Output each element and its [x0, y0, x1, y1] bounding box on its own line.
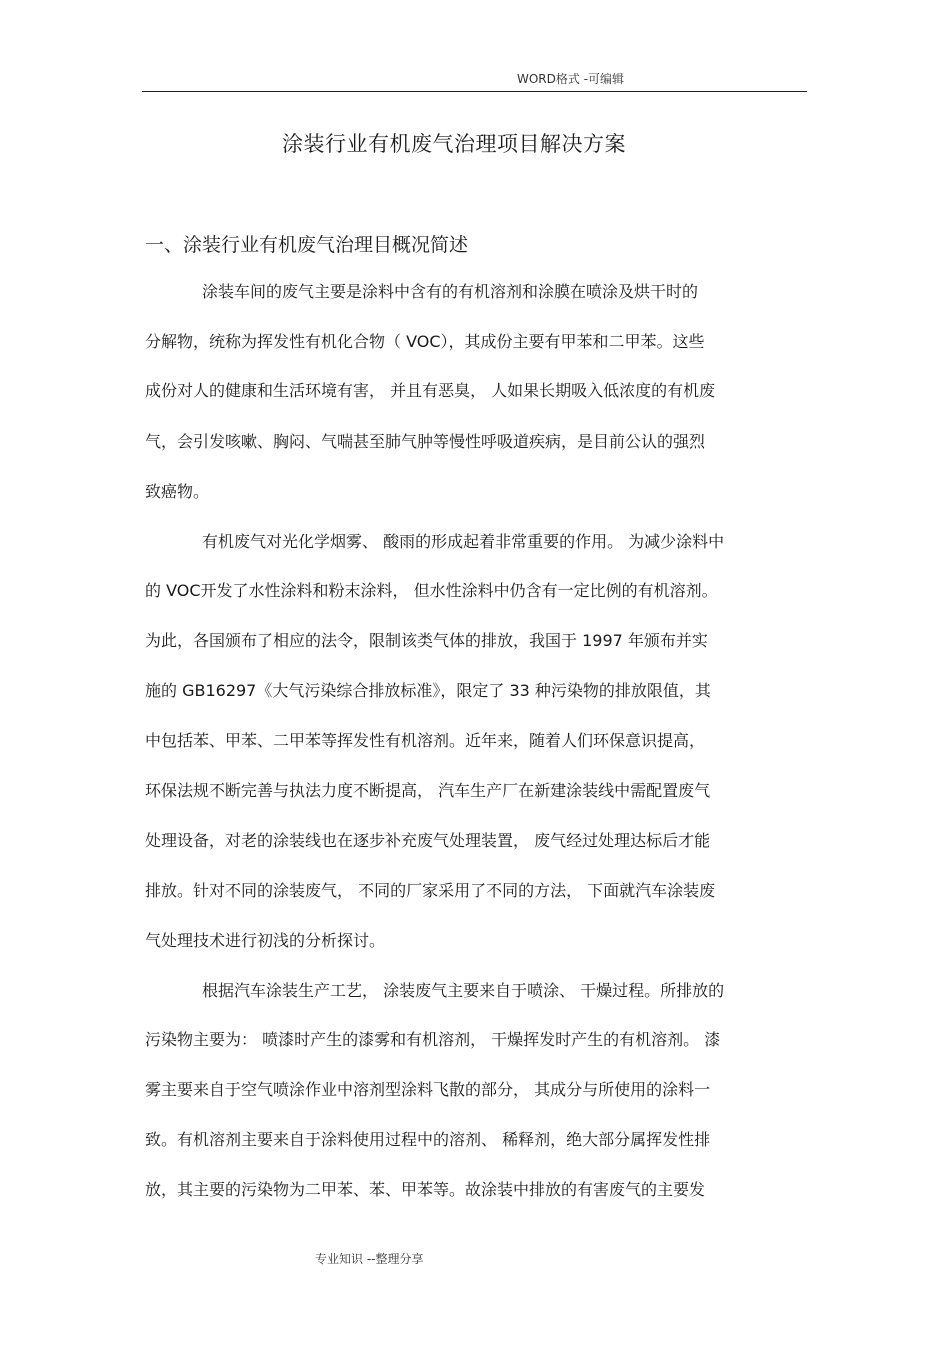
- paragraph-3-line-2: 污染物主要为： 喷漆时产生的漆雾和有机溶剂， 干燥挥发时产生的有机溶剂。 漆: [145, 1030, 721, 1049]
- header-divider: [142, 91, 807, 92]
- paragraph-3-line-4: 致。有机溶剂主要来自于涂料使用过程中的溶剂、 稀释剂，绝大部分属挥发性排: [145, 1130, 711, 1149]
- paragraph-2-line-1: 有机废气对光化学烟雾、 酸雨的形成起着非常重要的作用。 为减少涂料中: [202, 532, 725, 551]
- paragraph-1-line-3: 成份对人的健康和生活环境有害， 并且有恶臭， 人如果长期吸入低浓度的有机废: [145, 381, 716, 400]
- section-heading: 一、涂装行业有机废气治理目概况简述: [145, 234, 469, 256]
- document-title: 涂装行业有机废气治理项目解决方案: [282, 132, 626, 156]
- paragraph-2-line-8: 排放。针对不同的涂装废气， 不同的厂家采用了不同的方法， 下面就汽车涂装废: [145, 881, 716, 900]
- paragraph-1-line-5: 致癌物。: [145, 482, 210, 501]
- header-note: WORD格式 -可编辑: [517, 72, 625, 86]
- paragraph-2-line-6: 环保法规不断完善与执法力度不断提高， 汽车生产厂在新建涂装线中需配置废气: [145, 781, 711, 800]
- paragraph-2-line-4: 施的 GB16297《大气污染综合排放标准》，限定了 33 种污染物的排放限值，其: [145, 681, 711, 700]
- paragraph-2-line-2: 的 VOC开发了水性涂料和粉末涂料， 但水性涂料中仍含有一定比例的有机溶剂。: [145, 581, 718, 600]
- paragraph-2-line-7: 处理设备，对老的涂装线也在逐步补充废气处理装置， 废气经过处理达标后才能: [145, 831, 711, 850]
- paragraph-2-line-5: 中包括苯、甲苯、二甲苯等挥发性有机溶剂。近年来，随着人们环保意识提高，: [145, 731, 706, 750]
- paragraph-2-line-3: 为此，各国颁布了相应的法令，限制该类气体的排放，我国于 1997 年颁布并实: [145, 631, 708, 650]
- paragraph-2-line-9: 气处理技术进行初浅的分析探讨。: [145, 931, 386, 950]
- paragraph-3-line-1: 根据汽车涂装生产工艺， 涂装废气主要来自于喷涂、 干燥过程。所排放的: [202, 981, 725, 1000]
- paragraph-3-line-3: 雾主要来自于空气喷涂作业中溶剂型涂料飞散的部分， 其成分与所使用的涂料一: [145, 1080, 711, 1099]
- paragraph-1-line-2: 分解物，统称为挥发性有机化合物（ VOC），其成份主要有甲苯和二甲苯。这些: [145, 332, 705, 351]
- paragraph-3-line-5: 放，其主要的污染物为二甲苯、苯、甲苯等。故涂装中排放的有害废气的主要发: [145, 1180, 706, 1199]
- paragraph-1-line-4: 气，会引发咳嗽、胸闷、气喘甚至肺气肿等慢性呼吸道疾病，是目前公认的强烈: [145, 432, 706, 451]
- paragraph-1-line-1: 涂装车间的废气主要是涂料中含有的有机溶剂和涂膜在喷涂及烘干时的: [202, 282, 699, 301]
- footer-note: 专业知识 --整理分享: [315, 1252, 424, 1266]
